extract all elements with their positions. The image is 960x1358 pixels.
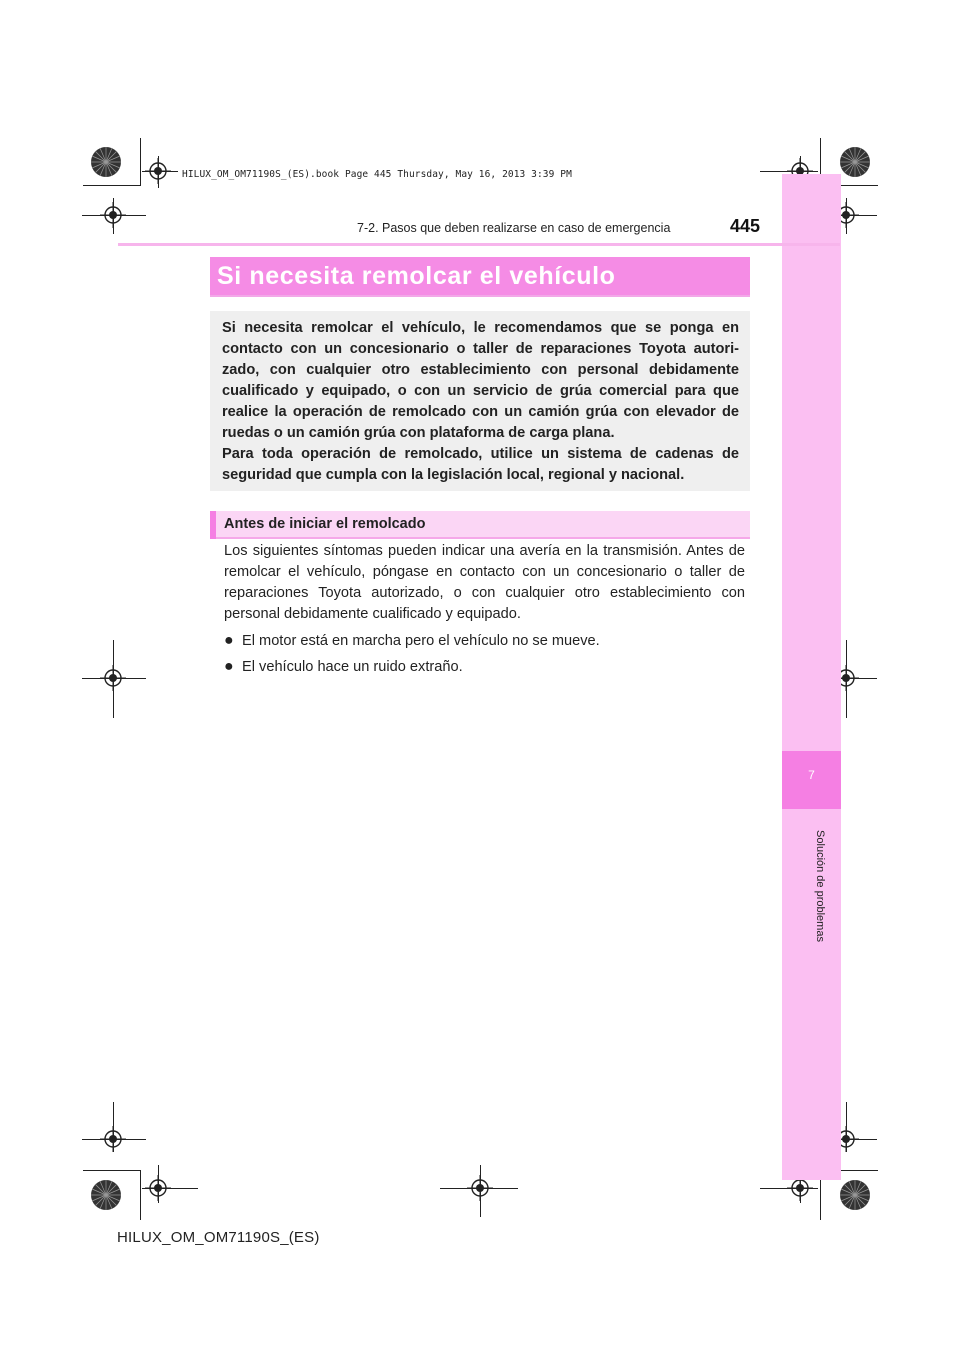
title-bar bbox=[210, 257, 750, 297]
intro-text bbox=[222, 318, 739, 486]
star-target-icon bbox=[90, 146, 122, 178]
registration-mark-icon bbox=[145, 1175, 171, 1201]
chapter-side-strip bbox=[782, 174, 841, 1180]
header-rule bbox=[118, 243, 840, 246]
bullet-icon: ● bbox=[224, 632, 234, 649]
star-target-icon bbox=[90, 1179, 122, 1211]
star-target-icon bbox=[839, 1179, 871, 1211]
section-header: 7-2. Pasos que deben realizarse en caso de emergencia bbox=[357, 221, 671, 235]
registration-mark-icon bbox=[100, 1126, 126, 1152]
footer-code: HILUX_OM_OM71190S_(ES) bbox=[117, 1229, 320, 1246]
registration-mark-icon bbox=[100, 202, 126, 228]
intro-paragraph: Si necesita remolcar el vehículo, le recomendamos que se ponga en contacto con un concesionario o taller de reparaciones Toyota autori-zado, con cualquier otro establecimiento con personal debidamente cualificado y equipado, o con un servicio de grúa comercial para que realice la operación de remolcado con un camión grúa con elevador de ruedas o un camión grúa con plataforma de carga plana. bbox=[222, 320, 739, 441]
crop-line bbox=[140, 1170, 141, 1220]
crop-line bbox=[83, 185, 141, 186]
body-paragraph: Los siguientes síntomas pueden indicar una avería en la transmisión. Antes de remolcar el vehículo, póngase en contacto con un concesionario o taller de reparaciones Toyota autorizado, o con cualquier otro establecimiento con personal debidamente cualificado y equipado. bbox=[224, 543, 745, 622]
crop-line bbox=[83, 1170, 141, 1171]
intro-box bbox=[210, 311, 750, 491]
intro-paragraph: Para toda operación de remolcado, utilice un sistema de cadenas de seguridad que cumpla con la legislación local, regional y nacional. bbox=[222, 446, 739, 483]
chapter-label: Solución de problemas bbox=[814, 830, 826, 942]
subsection-header bbox=[210, 511, 750, 539]
page-title: Si necesita remolcar el vehículo bbox=[217, 262, 616, 290]
list-item bbox=[224, 630, 600, 652]
subsection-accent bbox=[210, 511, 216, 539]
registration-mark-icon bbox=[145, 158, 171, 184]
page-number: 445 bbox=[730, 216, 761, 236]
registration-mark-icon bbox=[467, 1175, 493, 1201]
list-item bbox=[224, 656, 463, 678]
list-item-text: El vehículo hace un ruido extraño. bbox=[242, 659, 463, 675]
bullet-icon: ● bbox=[224, 658, 234, 675]
registration-mark-icon bbox=[100, 665, 126, 691]
print-imprint: HILUX_OM_OM71190S_(ES).book Page 445 Thursday, May 16, 2013 3:39 PM bbox=[182, 169, 572, 180]
subsection-title: Antes de iniciar el remolcado bbox=[224, 516, 426, 532]
chapter-number: 7 bbox=[808, 768, 815, 782]
list-item-text: El motor está en marcha pero el vehículo no se mueve. bbox=[242, 633, 600, 649]
crop-line bbox=[140, 138, 141, 186]
star-target-icon bbox=[839, 146, 871, 178]
